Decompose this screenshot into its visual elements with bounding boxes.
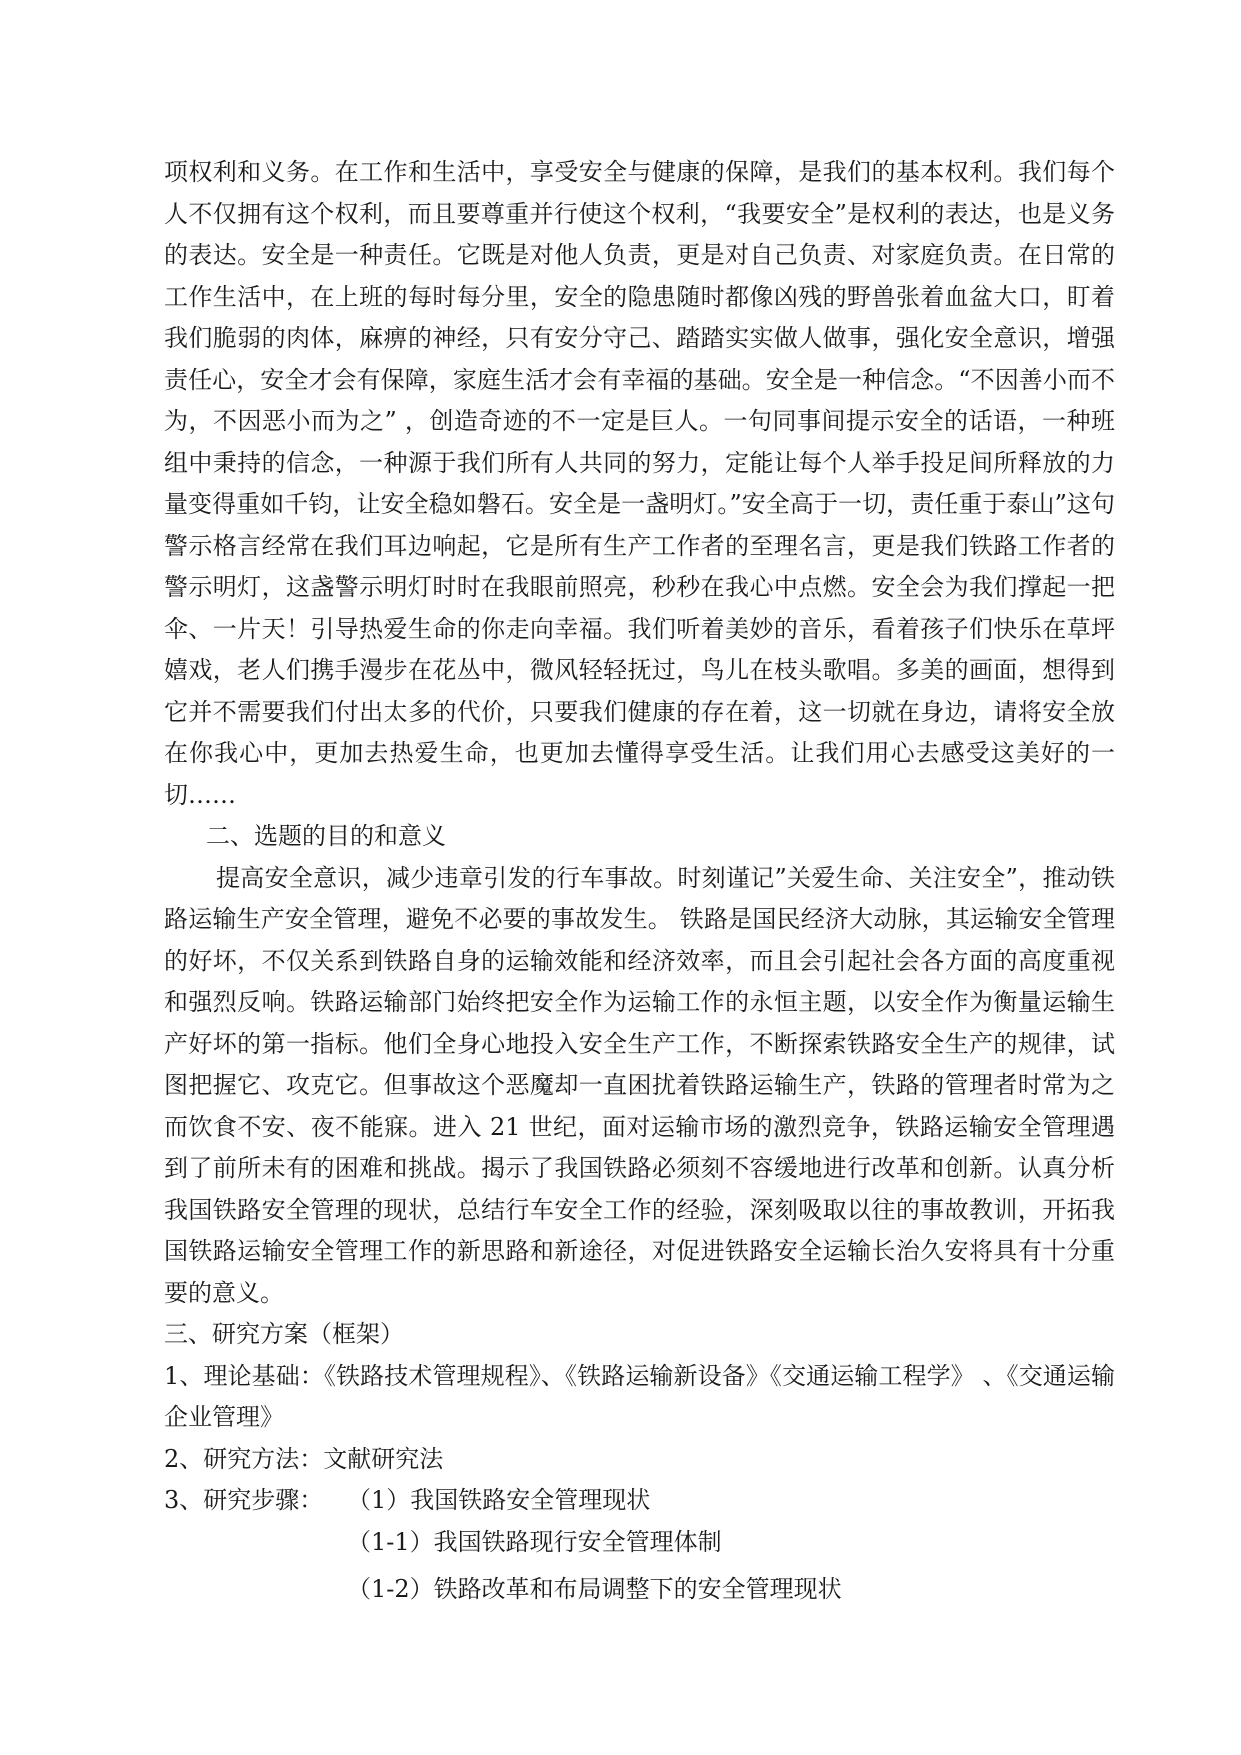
section-heading-purpose: 二、选题的目的和意义 [206,822,446,850]
intro-paragraph: 项权利和义务。在工作和生活中，享受安全与健康的保障，是我们的基本权利。我们每个人不仅拥有这个权利，而且要尊重并行使这个权利，“我要安全”是权利的表达，也是义务的表达。安全是一种责任。它既是对他人负责，更是对自己负责、对家庭负责。在日常的工作生活中，在上班的每时每分里，安全的隐患随时都像凶残的野兽张着血盆大口，盯着我们脆弱的肉体，麻痹的神经，只有安分守己、踏踏实实做人做事，强化安全意识，增强责任心，安全才会有保障，家庭生活才会有幸福的基础。安全是一种信念。“不因善小而不为，不因恶小而为之” ，创造奇迹的不一定是巨人。一句同事间提示安全的话语，一种班组中秉持的信念，一种源于我们所有人共同的努力，定能让每个人举手投足间所释放的力量变得重如千钧，让安全稳如磐石。安全是一盏明灯。”安全高于一切，责任重于泰山”这句警示格言经常在我们耳边响起，它是所有生产工作者的至理名言，更是我们铁路工作者的警示明灯，这盏警示明灯时时在我眼前照亮，秒秒在我心中点燃。安全会为我们撑起一把伞、一片天！引导热爱生命的你走向幸福。我们听着美妙的音乐，看着孩子们快乐在草坪嬉戏，老人们携手漫步在花丛中，微风轻轻抚过，鸟儿在枝头歌唱。多美的画面，想得到它并不需要我们付出太多的代价，只要我们健康的存在着，这一切就在身边，请将安全放在你我心中，更加去热爱生命，也更加去懂得享受生活。让我们用心去感受这美好的一切…… [164,158,1115,809]
plan-item-method: 2、研究方法：文献研究法 [164,1444,444,1473]
purpose-paragraph: 提高安全意识，减少违章引发的行车事故。时刻谨记”关爱生命、关注安全”，推动铁路运输生产安全管理，避免不必要的事故发生。 铁路是国民经济大动脉，其运输安全管理的好坏，不仅关系到铁路自身的运输效能和经济效率，而且会引起社会各方面的高度重视和强烈反响。铁路运输部门始终把安全作为运输工作的永恒主题，以安全作为衡量运输生产好坏的第一指标。他们全身心地投入安全生产工作，不断探索铁路安全生产的规律，试图把握它、攻克它。但事故这个恶魔却一直困扰着铁路运输生产，铁路的管理者时常为之而饮食不安、夜不能寐。进入 21 世纪，面对运输市场的激烈竞争，铁路运输安全管理遇到了前所未有的困难和挑战。揭示了我国铁路必须刻不容缓地进行改革和创新。认真分析我国铁路安全管理的现状，总结行车安全工作的经验，深刻吸取以往的事故教训，开拓我国铁路运输安全管理工作的新思路和新途径，对促进铁路安全运输长治久安将具有十分重要的意义。 [164,863,1115,1307]
step-1: （1）我国铁路安全管理现状 [347,1486,651,1514]
plan-item-theory: 1、理论基础：《铁路技术管理规程》、《铁路运输新设备》《交通运输工程学》 、《交通运输企业管理》 [164,1361,1115,1431]
plan-item-steps [164,1480,1115,1522]
step-1-2: （1-2）铁路改革和布局调整下的安全管理现状 [347,1575,842,1603]
step-1-1: （1-1）我国铁路现行安全管理体制 [347,1527,722,1556]
section-heading-plan: 三、研究方案（框架） [164,1320,404,1348]
steps-label: 3、研究步骤： [164,1486,324,1514]
